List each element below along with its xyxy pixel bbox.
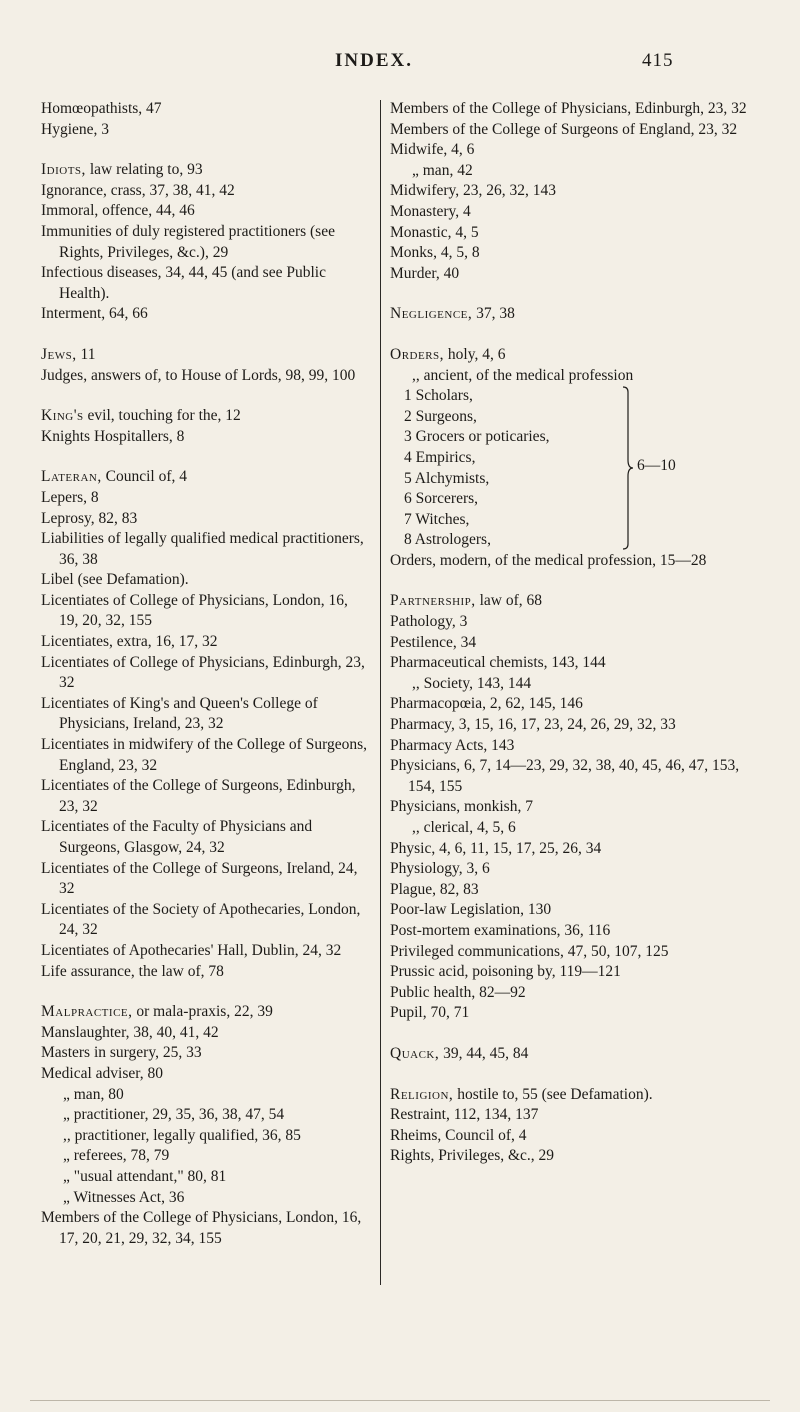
entry-text: Licentiates, extra, 16, 17, 32	[41, 633, 218, 651]
index-entry	[41, 509, 371, 530]
entry-text: Pupil, 70, 71	[390, 1004, 470, 1022]
index-entry	[390, 366, 765, 387]
entry-text: 39, 44, 45, 84	[439, 1044, 529, 1062]
section-head-word: King's	[41, 407, 84, 425]
index-entry	[390, 942, 765, 963]
entry-text: Physiology, 3, 6	[390, 860, 490, 878]
entry-text: „ referees, 78, 79	[63, 1147, 170, 1165]
index-entry	[390, 1105, 765, 1126]
entry-text: Council of, 4	[101, 468, 187, 486]
index-entry	[390, 1146, 765, 1167]
index-entry	[41, 201, 371, 222]
index-entry	[390, 839, 765, 860]
section-gap	[41, 325, 371, 345]
section-gap	[41, 386, 371, 406]
index-entry	[390, 797, 765, 818]
orders-list	[390, 386, 765, 551]
index-entry	[41, 467, 371, 488]
entry-text: law of, 68	[475, 592, 542, 610]
entry-text: Members of the College of Physicians, London, 16, 17, 20, 21, 29, 32, 34, 155	[41, 1209, 362, 1247]
index-entry	[390, 756, 765, 797]
orders-pages: 6—10	[637, 457, 676, 475]
entry-text: Midwife, 4, 6	[390, 141, 475, 159]
index-entry	[41, 1064, 371, 1085]
index-entry	[41, 120, 371, 141]
section-gap	[390, 325, 765, 345]
index-entry	[41, 345, 371, 366]
entry-text: Licentiates of Apothecaries' Hall, Dublin, 24, 32	[41, 941, 342, 959]
index-entry	[390, 1044, 765, 1065]
index-entry	[41, 160, 371, 181]
index-entry	[390, 859, 765, 880]
index-entry	[41, 1188, 371, 1209]
entry-text: „ man, 80	[63, 1085, 124, 1103]
index-entry	[41, 1126, 371, 1147]
entry-text: ,, Society, 143, 144	[412, 674, 532, 692]
index-entry	[390, 921, 765, 942]
entry-text: holy, 4, 6	[444, 345, 506, 363]
index-entry	[390, 715, 765, 736]
index-entry	[390, 591, 765, 612]
section-gap	[41, 447, 371, 467]
entry-text: Medical adviser, 80	[41, 1064, 164, 1082]
entry-text: Privileged communications, 47, 50, 107, 125	[390, 942, 669, 960]
orders-list-item: 6 Sorcerers,	[404, 490, 479, 508]
index-entry	[41, 406, 371, 427]
section-head-word: Lateran,	[41, 468, 102, 486]
index-entry	[41, 1085, 371, 1106]
index-entry	[390, 674, 765, 695]
index-entry	[41, 1167, 371, 1188]
index-entry	[41, 1002, 371, 1023]
index-entry	[41, 99, 371, 120]
index-entry	[41, 181, 371, 202]
entry-text: Libel (see Defamation).	[41, 571, 189, 589]
index-entry	[41, 366, 371, 387]
index-entry	[390, 880, 765, 901]
index-entry	[41, 817, 371, 858]
entry-text: ,, practitioner, legally qualified, 36, 85	[63, 1126, 301, 1144]
index-entry	[390, 1126, 765, 1147]
index-entry	[390, 304, 765, 325]
index-entry	[390, 99, 765, 120]
right-index-column	[390, 99, 765, 1167]
entry-text: Knights Hospitallers, 8	[41, 427, 185, 445]
orders-list-item: 8 Astrologers,	[404, 531, 491, 549]
bottom-edge-line	[30, 1400, 770, 1401]
entry-text: Monks, 4, 5, 8	[390, 244, 480, 262]
index-entry	[41, 304, 371, 325]
entry-text: „ Witnesses Act, 36	[63, 1188, 185, 1206]
entry-text: Midwifery, 23, 26, 32, 143	[390, 182, 557, 200]
entry-text: Licentiates of King's and Queen's College of Physicians, Ireland, 23, 32	[41, 694, 318, 733]
index-entry	[41, 694, 371, 735]
entry-text: Hygiene, 3	[41, 120, 110, 138]
entry-text: Pharmacy, 3, 15, 16, 17, 23, 24, 26, 29, 32, 33	[390, 716, 676, 734]
index-entry	[390, 983, 765, 1004]
index-entry	[390, 140, 765, 161]
section-head-word: Partnership,	[390, 592, 476, 610]
index-entry	[390, 243, 765, 264]
index-entry	[390, 1085, 765, 1106]
index-entry	[41, 222, 371, 263]
index-entry	[41, 427, 371, 448]
section-head-word: Religion,	[390, 1085, 454, 1103]
entry-text: Public health, 82—92	[390, 983, 526, 1001]
index-entry	[390, 694, 765, 715]
entry-text: Physicians, 6, 7, 14—23, 29, 32, 38, 40, 45, 46, 47, 153, 154, 155	[390, 757, 740, 795]
entry-text: Rheims, Council of, 4	[390, 1126, 527, 1144]
entry-text: or mala-praxis, 22, 39	[132, 1003, 273, 1021]
entry-text: Immoral, offence, 44, 46	[41, 202, 195, 220]
index-entry	[41, 632, 371, 653]
section-head-word: Jews,	[41, 345, 77, 363]
entry-text: Ignorance, crass, 37, 38, 41, 42	[41, 181, 235, 199]
section-gap	[390, 1024, 765, 1044]
orders-bracket-group	[390, 386, 765, 551]
index-entry	[390, 223, 765, 244]
index-entry	[390, 202, 765, 223]
entry-text: Licentiates of College of Physicians, London, 16, 19, 20, 32, 155	[41, 591, 348, 630]
section-gap	[390, 284, 765, 304]
entry-text: Licentiates of the College of Surgeons, Edinburgh, 23, 32	[41, 777, 356, 815]
section-head-word: Negligence,	[390, 305, 473, 323]
right-brace-icon	[622, 386, 634, 550]
entry-text: Rights, Privileges, &c., 29	[390, 1147, 555, 1165]
orders-list-item: 1 Scholars,	[404, 387, 473, 405]
section-gap	[41, 982, 371, 1002]
page-number: 415	[642, 50, 674, 71]
entry-text: Licentiates of the Society of Apothecaries, London, 24, 32	[41, 900, 361, 939]
running-head	[0, 50, 800, 80]
entry-text: Physicians, monkish, 7	[390, 798, 533, 816]
index-entry	[390, 900, 765, 921]
section-head-word: Orders,	[390, 345, 445, 363]
entry-text: Pestilence, 34	[390, 633, 477, 651]
entry-text: Poor-law Legislation, 130	[390, 901, 552, 919]
index-entry	[41, 941, 371, 962]
index-entry	[390, 181, 765, 202]
entry-text: Infectious diseases, 34, 44, 45 (and see Public Health).	[41, 264, 326, 302]
index-entry	[41, 962, 371, 983]
entry-text: Monastic, 4, 5	[390, 223, 479, 241]
index-entry	[390, 612, 765, 633]
index-entry	[390, 1003, 765, 1024]
entry-text: Pharmacy Acts, 143	[390, 736, 515, 754]
entry-text: Murder, 40	[390, 264, 460, 282]
index-entry	[41, 591, 371, 632]
entry-text: Leprosy, 82, 83	[41, 509, 138, 527]
entry-text: Judges, answers of, to House of Lords, 98, 99, 100	[41, 366, 356, 384]
entry-text: Pathology, 3	[390, 613, 468, 631]
orders-list-item: 3 Grocers or poticaries,	[404, 428, 550, 446]
index-entry	[41, 735, 371, 776]
index-entry	[41, 1043, 371, 1064]
column-divider	[380, 100, 381, 1285]
entry-text: Prussic acid, poisoning by, 119—121	[390, 963, 621, 981]
index-entry	[41, 653, 371, 694]
section-gap	[390, 571, 765, 591]
index-entry	[41, 1023, 371, 1044]
index-entry	[41, 900, 371, 941]
index-entry	[41, 1208, 371, 1249]
index-entry	[390, 161, 765, 182]
section-head-word: Quack,	[390, 1044, 440, 1062]
entry-text: Interment, 64, 66	[41, 305, 148, 323]
entry-text: Lepers, 8	[41, 488, 99, 506]
index-entry	[41, 1146, 371, 1167]
entry-text: Post-mortem examinations, 36, 116	[390, 921, 611, 939]
entry-text: Members of the College of Physicians, Edinburgh, 23, 32	[390, 100, 747, 117]
entry-text: Members of the College of Surgeons of England, 23, 32	[390, 120, 738, 138]
orders-list-item: 5 Alchymists,	[404, 469, 490, 487]
index-entry	[41, 488, 371, 509]
entry-text: „ man, 42	[412, 161, 473, 179]
entry-text: Homœopathists, 47	[41, 100, 162, 117]
entry-text: ,, clerical, 4, 5, 6	[412, 819, 516, 836]
orders-list-item: 4 Empirics,	[404, 448, 476, 466]
entry-text: Orders, modern, of the medical profession, 15—28	[390, 551, 707, 569]
section-head-word: Malpractice,	[41, 1003, 133, 1021]
entry-text: evil, touching for the, 12	[83, 407, 241, 425]
right-column-bottom	[390, 551, 765, 1167]
index-entry	[390, 962, 765, 983]
section-gap	[41, 140, 371, 160]
index-entry	[390, 264, 765, 285]
entry-text: Licentiates in midwifery of the College of Surgeons, England, 23, 32	[41, 736, 367, 774]
index-entry	[390, 551, 765, 572]
section-head-word: Idiots,	[41, 161, 86, 179]
entry-text: ,, ancient, of the medical profession	[412, 366, 634, 384]
index-entry	[41, 1105, 371, 1126]
index-entry	[390, 633, 765, 654]
entry-text: Plague, 82, 83	[390, 880, 479, 898]
left-index-column	[41, 99, 371, 1249]
section-gap	[390, 1065, 765, 1085]
entry-text: „ practitioner, 29, 35, 36, 38, 47, 54	[63, 1106, 285, 1124]
entry-text: 11	[76, 345, 96, 363]
entry-text: hostile to, 55 (see Defamation).	[453, 1085, 653, 1103]
index-entry	[41, 529, 371, 570]
entry-text: Restraint, 112, 134, 137	[390, 1106, 539, 1124]
index-entry	[390, 345, 765, 366]
entry-text: 37, 38	[472, 305, 515, 323]
entry-text: Masters in surgery, 25, 33	[41, 1044, 202, 1062]
index-entry	[390, 736, 765, 757]
orders-list-item: 7 Witches,	[404, 510, 470, 528]
index-entry	[390, 653, 765, 674]
index-entry	[41, 859, 371, 900]
entry-text: Licentiates of College of Physicians, Edinburgh, 23, 32	[41, 653, 365, 692]
entry-text: Licentiates of the Faculty of Physicians and Surgeons, Glasgow, 24, 32	[41, 818, 313, 856]
entry-text: Physic, 4, 6, 11, 15, 17, 25, 26, 34	[390, 839, 602, 857]
entry-text: Pharmacopœia, 2, 62, 145, 146	[390, 695, 583, 713]
entry-text: „ "usual attendant," 80, 81	[63, 1167, 227, 1185]
entry-text: Monastery, 4	[390, 202, 471, 220]
entry-text: Manslaughter, 38, 40, 41, 42	[41, 1023, 219, 1041]
entry-text: Liabilities of legally qualified medical practitioners, 36, 38	[41, 530, 364, 568]
entry-text: Pharmaceutical chemists, 143, 144	[390, 654, 606, 672]
entry-text: Immunities of duly registered practitioners (see Rights, Privileges, &c.), 29	[41, 222, 335, 261]
index-entry	[390, 818, 765, 839]
entry-text: Life assurance, the law of, 78	[41, 962, 224, 980]
index-entry	[390, 120, 765, 141]
index-entry	[41, 776, 371, 817]
entry-text: law relating to, 93	[85, 161, 203, 179]
page-title: INDEX.	[335, 50, 413, 71]
index-entry	[41, 263, 371, 304]
orders-list-item: 2 Surgeons,	[404, 407, 477, 425]
right-column-top	[390, 99, 765, 386]
entry-text: Licentiates of the College of Surgeons, Ireland, 24, 32	[41, 859, 358, 898]
index-entry	[41, 570, 371, 591]
